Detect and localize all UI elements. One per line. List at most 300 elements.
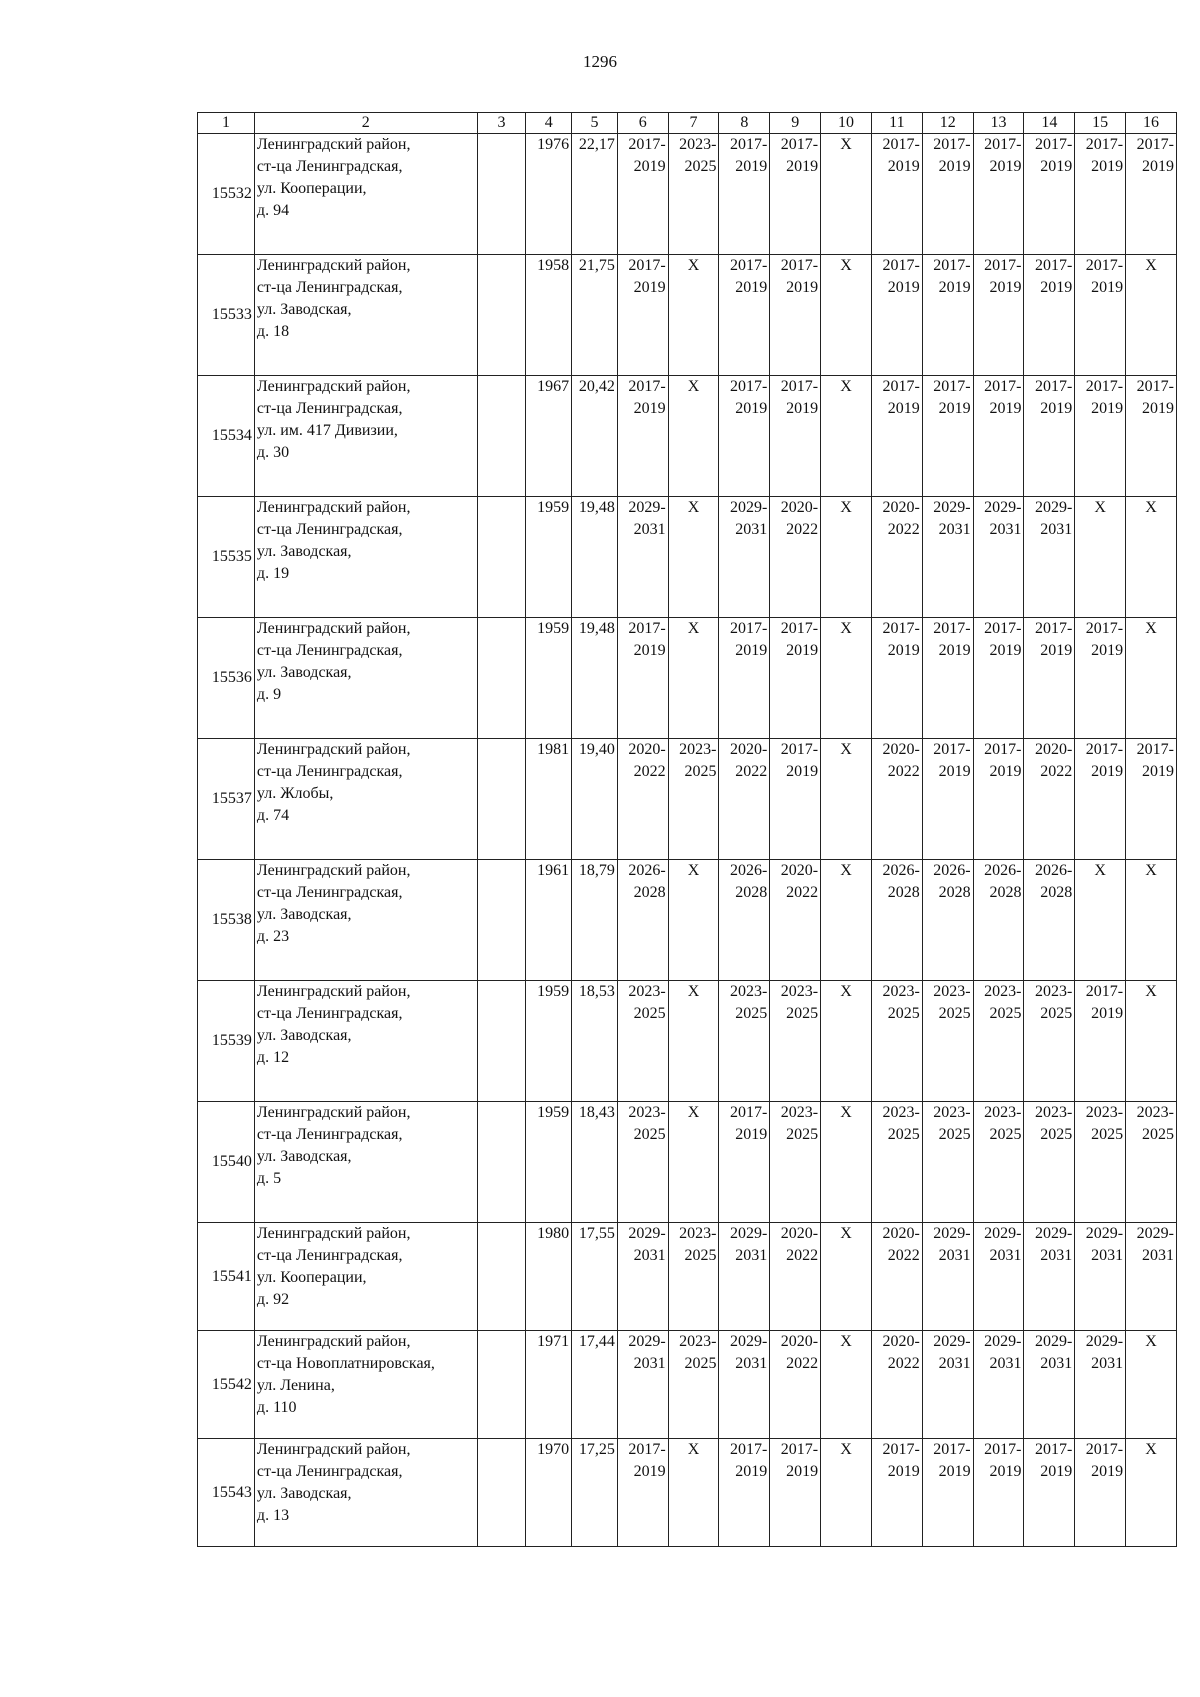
- period-start: 2026-: [882, 862, 920, 879]
- period-cell: X: [668, 1439, 719, 1547]
- period-cell: [770, 497, 821, 618]
- period-end: 2019: [1091, 158, 1124, 175]
- area-value: 21,75: [572, 255, 618, 376]
- column-number-header: 10: [821, 113, 872, 134]
- period-cell: X: [1126, 497, 1177, 618]
- column-number-header: 4: [526, 113, 572, 134]
- period-end: 2019: [1091, 1463, 1124, 1480]
- period-end: 2022: [735, 763, 768, 780]
- column-3-cell: [477, 255, 526, 376]
- period-start: 2017-: [984, 1441, 1022, 1458]
- period-start: 2029-: [729, 1333, 768, 1350]
- period-end: 2025: [684, 1247, 717, 1264]
- address-line: ул. Заводская,: [256, 906, 352, 923]
- address-line: Ленинградский район,: [256, 983, 411, 1000]
- period-start: 2017-: [1136, 378, 1174, 395]
- period-end: 2025: [1142, 1126, 1174, 1143]
- period-cell: X: [821, 860, 872, 981]
- period-start: 2026-: [984, 862, 1022, 879]
- year-built: 1981: [526, 739, 572, 860]
- address-line: ул. Заводская,: [256, 1485, 352, 1502]
- address-line: ст-ца Ленинградская,: [256, 884, 403, 901]
- period-end: 2025: [633, 1005, 666, 1022]
- period-start: 2017-: [984, 378, 1022, 395]
- record-id: 15542: [198, 1331, 255, 1439]
- period-cell: [617, 134, 668, 255]
- period-start: 2023-: [984, 983, 1022, 1000]
- address-line: ул. Ленина,: [256, 1377, 335, 1394]
- period-start: 2023-: [1136, 1104, 1174, 1121]
- address-cell: [254, 1223, 477, 1331]
- period-end: 2031: [1142, 1247, 1174, 1264]
- period-end: 2019: [735, 1126, 768, 1143]
- period-cell: [922, 1331, 973, 1439]
- period-cell: [871, 1223, 922, 1331]
- period-end: 2019: [938, 279, 971, 296]
- record-id: 15539: [198, 981, 255, 1102]
- period-end: 2022: [887, 1355, 920, 1372]
- period-cell: [973, 739, 1024, 860]
- period-start: 2029-: [933, 499, 971, 516]
- period-cell: [973, 376, 1024, 497]
- period-end: 2019: [786, 642, 819, 659]
- period-end: 2019: [735, 400, 768, 417]
- table-row: [198, 860, 1177, 981]
- period-start: 2017-: [1085, 257, 1124, 274]
- address-cell: [254, 981, 477, 1102]
- address-cell: [254, 1102, 477, 1223]
- period-end: 2031: [1040, 521, 1073, 538]
- year-built: 1959: [526, 618, 572, 739]
- period-end: 2019: [989, 1463, 1022, 1480]
- period-cell: [770, 134, 821, 255]
- record-id: 15537: [198, 739, 255, 860]
- period-cell: [719, 1331, 770, 1439]
- period-cell: [973, 1331, 1024, 1439]
- table-row: [198, 134, 1177, 255]
- column-number-header: 5: [572, 113, 618, 134]
- period-end: 2019: [887, 279, 920, 296]
- period-end: 2031: [989, 1247, 1022, 1264]
- table-body: [198, 134, 1177, 1547]
- period-cell: [617, 981, 668, 1102]
- period-start: 2020-: [780, 862, 819, 879]
- period-cell: X: [668, 618, 719, 739]
- period-start: 2017-: [729, 1441, 768, 1458]
- period-cell: [973, 981, 1024, 1102]
- address-line: Ленинградский район,: [256, 136, 411, 153]
- period-start: 2023-: [679, 741, 717, 758]
- period-start: 2023-: [780, 983, 819, 1000]
- period-cell: [1075, 1439, 1126, 1547]
- period-start: 2026-: [1034, 862, 1073, 879]
- period-cell: X: [668, 376, 719, 497]
- period-end: 2028: [633, 884, 666, 901]
- period-cell: [668, 1331, 719, 1439]
- period-end: 2019: [735, 1463, 768, 1480]
- period-end: 2019: [633, 1463, 666, 1480]
- period-cell: [770, 1223, 821, 1331]
- period-end: 2025: [786, 1126, 819, 1143]
- address-line: д. 5: [256, 1170, 282, 1187]
- period-start: 2023-: [729, 983, 768, 1000]
- address-line: Ленинградский район,: [256, 741, 411, 758]
- address-line: ул. Кооперации,: [256, 180, 367, 197]
- period-end: 2031: [989, 521, 1022, 538]
- period-start: 2017-: [1085, 136, 1124, 153]
- period-cell: [1024, 497, 1075, 618]
- period-cell: [973, 1102, 1024, 1223]
- period-cell: [1024, 618, 1075, 739]
- period-start: 2017-: [1136, 741, 1174, 758]
- period-end: 2019: [786, 1463, 819, 1480]
- period-start: 2029-: [628, 1225, 666, 1242]
- address-line: ст-ца Ленинградская,: [256, 763, 403, 780]
- period-cell: [1075, 134, 1126, 255]
- period-start: 2017-: [1085, 983, 1124, 1000]
- period-cell: [719, 1223, 770, 1331]
- period-end: 2019: [887, 1463, 920, 1480]
- address-line: ул. им. 417 Дивизии,: [256, 422, 398, 439]
- period-end: 2028: [1040, 884, 1073, 901]
- period-end: 2019: [887, 642, 920, 659]
- period-start: 2029-: [933, 1333, 971, 1350]
- period-start: 2029-: [1085, 1225, 1124, 1242]
- period-start: 2017-: [882, 257, 920, 274]
- period-end: 2031: [1040, 1355, 1073, 1372]
- period-end: 2025: [735, 1005, 768, 1022]
- period-cell: X: [668, 981, 719, 1102]
- address-line: д. 19: [256, 565, 290, 582]
- period-start: 2020-: [780, 499, 819, 516]
- address-line: ст-ца Ленинградская,: [256, 642, 403, 659]
- period-end: 2019: [1040, 400, 1073, 417]
- period-end: 2019: [786, 279, 819, 296]
- period-start: 2017-: [628, 257, 666, 274]
- period-cell: [922, 134, 973, 255]
- column-3-cell: [477, 981, 526, 1102]
- period-end: 2022: [786, 1247, 819, 1264]
- period-cell: [1126, 1223, 1177, 1331]
- period-start: 2029-: [1034, 1225, 1073, 1242]
- period-start: 2017-: [933, 378, 971, 395]
- period-end: 2019: [786, 763, 819, 780]
- period-cell: [770, 255, 821, 376]
- period-cell: X: [1075, 497, 1126, 618]
- address-line: д. 30: [256, 444, 290, 461]
- period-cell: X: [821, 134, 872, 255]
- period-cell: [922, 618, 973, 739]
- period-cell: [871, 618, 922, 739]
- period-end: 2025: [1040, 1126, 1073, 1143]
- period-end: 2022: [887, 763, 920, 780]
- period-cell: [871, 1439, 922, 1547]
- period-end: 2028: [989, 884, 1022, 901]
- column-number-header: 13: [973, 113, 1024, 134]
- period-start: 2023-: [882, 1104, 920, 1121]
- period-end: 2031: [633, 521, 666, 538]
- period-cell: [1075, 739, 1126, 860]
- column-3-cell: [477, 860, 526, 981]
- period-cell: [871, 134, 922, 255]
- period-start: 2017-: [729, 257, 768, 274]
- period-cell: [871, 255, 922, 376]
- period-cell: [1024, 981, 1075, 1102]
- address-cell: [254, 255, 477, 376]
- period-cell: [770, 618, 821, 739]
- period-cell: [1075, 1223, 1126, 1331]
- address-cell: [254, 497, 477, 618]
- period-end: 2031: [1091, 1355, 1124, 1372]
- period-start: 2029-: [984, 1333, 1022, 1350]
- period-start: 2017-: [628, 378, 666, 395]
- column-number-header: 12: [922, 113, 973, 134]
- period-cell: [617, 1102, 668, 1223]
- address-line: ул. Заводская,: [256, 664, 352, 681]
- period-start: 2017-: [1034, 1441, 1073, 1458]
- table-row: [198, 618, 1177, 739]
- period-cell: [770, 1102, 821, 1223]
- period-start: 2017-: [729, 378, 768, 395]
- period-end: 2031: [735, 521, 768, 538]
- area-value: 20,42: [572, 376, 618, 497]
- period-cell: [1075, 255, 1126, 376]
- record-id: 15532: [198, 134, 255, 255]
- period-cell: X: [1126, 1331, 1177, 1439]
- period-cell: [770, 860, 821, 981]
- period-end: 2031: [633, 1247, 666, 1264]
- column-number-header: 8: [719, 113, 770, 134]
- area-value: 19,48: [572, 497, 618, 618]
- period-end: 2022: [786, 1355, 819, 1372]
- column-number-header: 3: [477, 113, 526, 134]
- address-line: Ленинградский район,: [256, 620, 411, 637]
- period-end: 2031: [1091, 1247, 1124, 1264]
- period-end: 2031: [938, 1355, 971, 1372]
- period-cell: X: [668, 255, 719, 376]
- period-end: 2025: [633, 1126, 666, 1143]
- period-start: 2017-: [882, 1441, 920, 1458]
- address-line: д. 13: [256, 1507, 290, 1524]
- period-start: 2020-: [882, 1333, 920, 1350]
- period-start: 2020-: [780, 1225, 819, 1242]
- period-cell: [719, 860, 770, 981]
- period-end: 2019: [633, 158, 666, 175]
- column-3-cell: [477, 1439, 526, 1547]
- column-number-header: 11: [871, 113, 922, 134]
- period-end: 2019: [1040, 158, 1073, 175]
- period-start: 2023-: [933, 1104, 971, 1121]
- housing-registry-table: [197, 112, 1177, 1547]
- period-cell: [617, 739, 668, 860]
- address-cell: [254, 739, 477, 860]
- period-end: 2019: [1142, 158, 1174, 175]
- period-cell: X: [821, 376, 872, 497]
- period-start: 2023-: [679, 1225, 717, 1242]
- period-start: 2026-: [933, 862, 971, 879]
- period-end: 2019: [938, 763, 971, 780]
- period-start: 2017-: [780, 136, 819, 153]
- period-end: 2022: [887, 521, 920, 538]
- record-id: 15543: [198, 1439, 255, 1547]
- period-cell: [719, 255, 770, 376]
- period-start: 2017-: [984, 620, 1022, 637]
- table-row: [198, 376, 1177, 497]
- record-id: 15538: [198, 860, 255, 981]
- period-start: 2017-: [933, 741, 971, 758]
- period-cell: [1024, 134, 1075, 255]
- period-start: 2017-: [933, 620, 971, 637]
- period-start: 2023-: [933, 983, 971, 1000]
- period-start: 2029-: [628, 1333, 666, 1350]
- period-end: 2019: [633, 400, 666, 417]
- period-start: 2017-: [1034, 136, 1073, 153]
- period-cell: X: [821, 497, 872, 618]
- page-number: 1296: [583, 52, 617, 71]
- address-line: Ленинградский район,: [256, 499, 411, 516]
- table-row: [198, 1102, 1177, 1223]
- period-start: 2023-: [628, 983, 666, 1000]
- period-start: 2017-: [882, 620, 920, 637]
- period-end: 2019: [989, 642, 1022, 659]
- address-cell: [254, 1331, 477, 1439]
- period-end: 2019: [938, 642, 971, 659]
- period-end: 2022: [1040, 763, 1073, 780]
- period-start: 2017-: [984, 741, 1022, 758]
- period-cell: [922, 376, 973, 497]
- period-cell: X: [821, 618, 872, 739]
- period-end: 2019: [1040, 1463, 1073, 1480]
- period-end: 2025: [887, 1126, 920, 1143]
- period-cell: [770, 1331, 821, 1439]
- period-cell: [922, 1439, 973, 1547]
- period-cell: [668, 134, 719, 255]
- period-end: 2019: [938, 400, 971, 417]
- period-start: 2023-: [984, 1104, 1022, 1121]
- period-end: 2025: [989, 1126, 1022, 1143]
- period-start: 2017-: [628, 620, 666, 637]
- address-line: д. 110: [256, 1399, 297, 1416]
- year-built: 1976: [526, 134, 572, 255]
- period-end: 2019: [1040, 642, 1073, 659]
- period-cell: X: [821, 1102, 872, 1223]
- period-start: 2029-: [1085, 1333, 1124, 1350]
- period-end: 2028: [938, 884, 971, 901]
- period-cell: [719, 739, 770, 860]
- period-cell: X: [1126, 618, 1177, 739]
- period-cell: [1075, 981, 1126, 1102]
- period-end: 2025: [1091, 1126, 1124, 1143]
- address-cell: [254, 1439, 477, 1547]
- period-end: 2019: [1091, 400, 1124, 417]
- period-start: 2020-: [882, 741, 920, 758]
- period-cell: X: [1126, 255, 1177, 376]
- period-end: 2019: [1091, 1005, 1124, 1022]
- period-cell: X: [668, 1102, 719, 1223]
- period-start: 2017-: [1034, 257, 1073, 274]
- record-id: 15541: [198, 1223, 255, 1331]
- year-built: 1958: [526, 255, 572, 376]
- period-end: 2019: [989, 158, 1022, 175]
- period-start: 2026-: [729, 862, 768, 879]
- period-cell: [719, 376, 770, 497]
- period-end: 2025: [989, 1005, 1022, 1022]
- period-start: 2017-: [933, 1441, 971, 1458]
- address-line: ст-ца Ленинградская,: [256, 1463, 403, 1480]
- record-id: 15535: [198, 497, 255, 618]
- period-cell: [922, 1102, 973, 1223]
- period-cell: [871, 860, 922, 981]
- period-cell: [719, 134, 770, 255]
- period-end: 2019: [633, 642, 666, 659]
- period-cell: X: [1126, 860, 1177, 981]
- period-start: 2029-: [628, 499, 666, 516]
- period-start: 2017-: [780, 741, 819, 758]
- period-cell: [770, 1439, 821, 1547]
- column-number-header: 6: [617, 113, 668, 134]
- record-id: 15534: [198, 376, 255, 497]
- address-line: Ленинградский район,: [256, 1225, 411, 1242]
- period-cell: X: [821, 255, 872, 376]
- period-start: 2017-: [729, 136, 768, 153]
- column-3-cell: [477, 497, 526, 618]
- period-start: 2017-: [984, 257, 1022, 274]
- period-end: 2019: [786, 158, 819, 175]
- period-cell: [1024, 1102, 1075, 1223]
- period-cell: [719, 618, 770, 739]
- period-start: 2017-: [933, 136, 971, 153]
- period-cell: [922, 497, 973, 618]
- address-cell: [254, 860, 477, 981]
- period-end: 2022: [786, 521, 819, 538]
- period-start: 2020-: [882, 499, 920, 516]
- period-cell: [922, 739, 973, 860]
- table-row: [198, 1439, 1177, 1547]
- period-cell: [871, 376, 922, 497]
- period-cell: [1075, 376, 1126, 497]
- address-line: ст-ца Ленинградская,: [256, 521, 403, 538]
- period-end: 2022: [786, 884, 819, 901]
- address-line: ул. Жлобы,: [256, 785, 334, 802]
- period-end: 2019: [1040, 279, 1073, 296]
- period-cell: [1024, 376, 1075, 497]
- area-value: 19,48: [572, 618, 618, 739]
- period-start: 2023-: [679, 136, 717, 153]
- period-start: 2029-: [729, 1225, 768, 1242]
- period-cell: [668, 1223, 719, 1331]
- period-end: 2031: [735, 1247, 768, 1264]
- period-cell: [922, 1223, 973, 1331]
- period-start: 2017-: [882, 136, 920, 153]
- period-end: 2028: [735, 884, 768, 901]
- column-3-cell: [477, 1102, 526, 1223]
- period-cell: [973, 497, 1024, 618]
- address-line: ул. Заводская,: [256, 301, 352, 318]
- period-end: 2028: [887, 884, 920, 901]
- address-line: ст-ца Ленинградская,: [256, 279, 403, 296]
- period-end: 2031: [735, 1355, 768, 1372]
- address-line: ул. Заводская,: [256, 543, 352, 560]
- column-3-cell: [477, 134, 526, 255]
- period-cell: [973, 618, 1024, 739]
- area-value: 17,44: [572, 1331, 618, 1439]
- column-3-cell: [477, 1331, 526, 1439]
- address-line: Ленинградский район,: [256, 1104, 411, 1121]
- period-start: 2017-: [780, 257, 819, 274]
- address-line: Ленинградский район,: [256, 862, 411, 879]
- period-end: 2019: [735, 279, 768, 296]
- period-end: 2022: [633, 763, 666, 780]
